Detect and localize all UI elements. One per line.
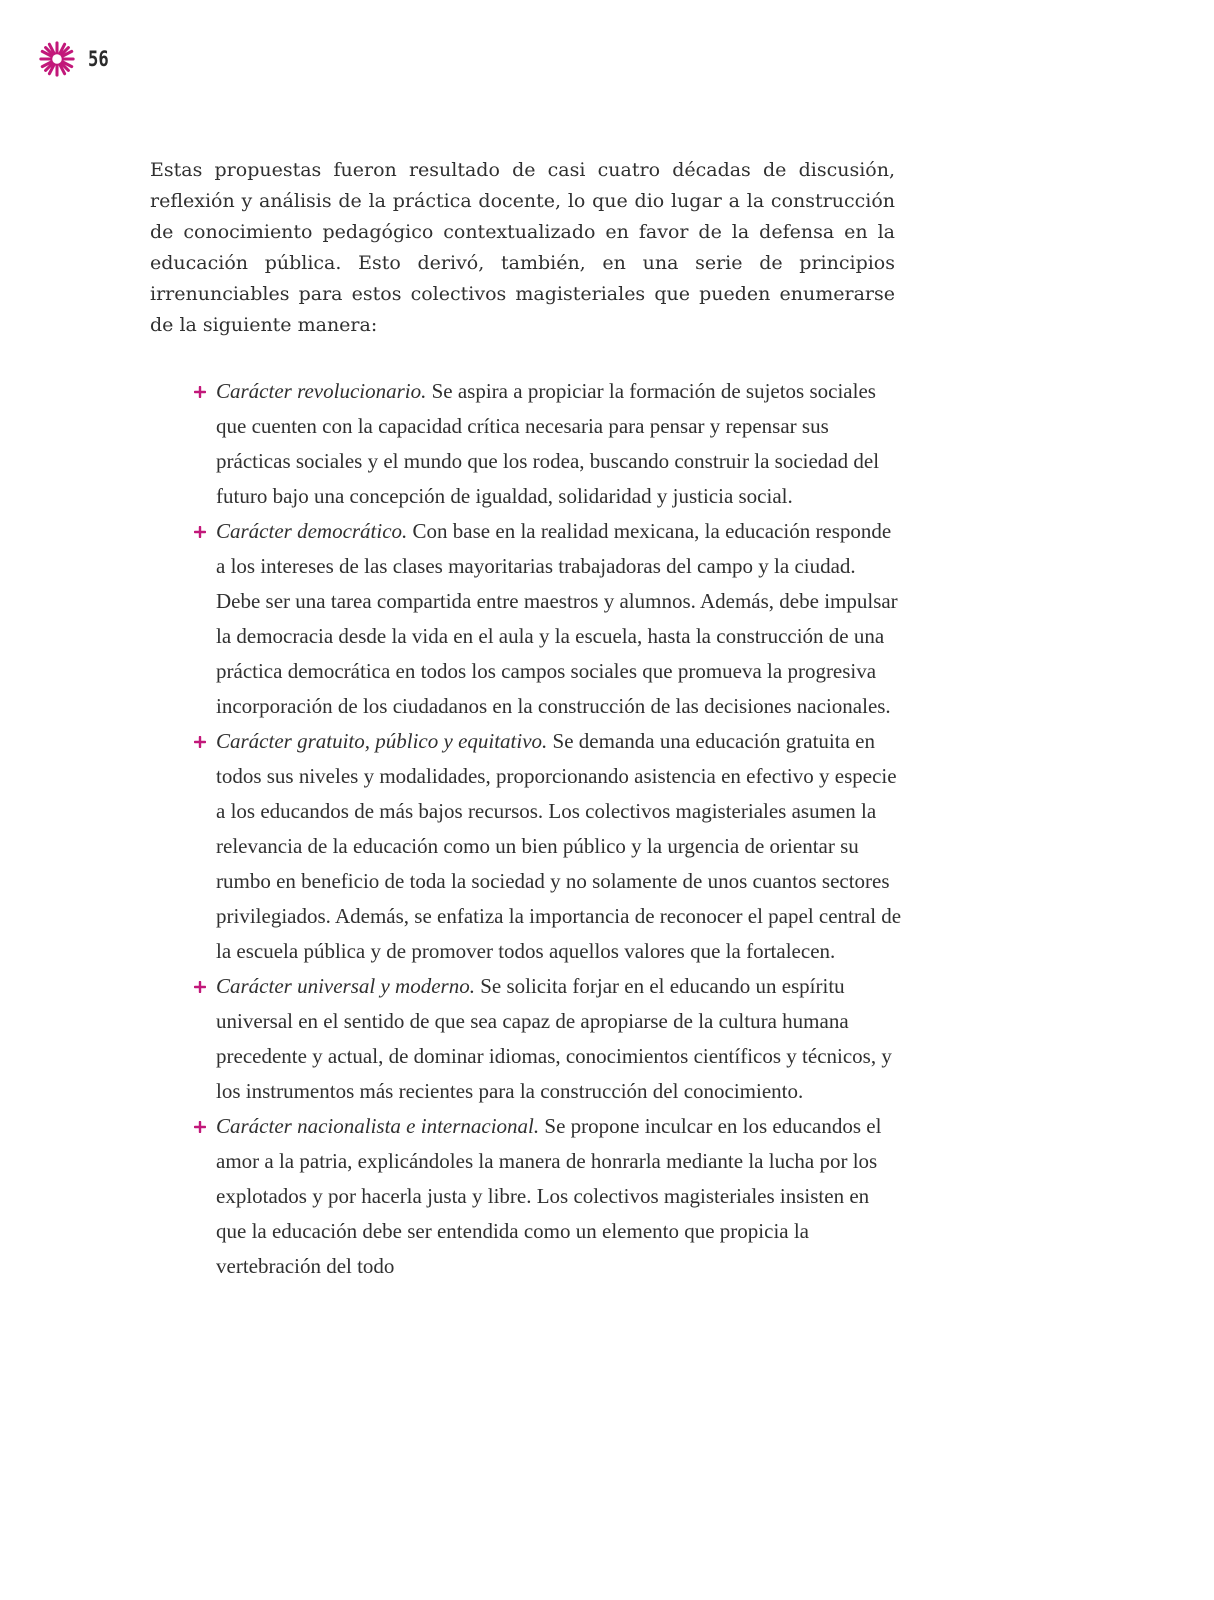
- list-item: [194, 969, 904, 1109]
- principle-text: Con base en la realidad mexicana, la educación responde a los intereses de las clases mayoritarias trabajadoras del campo y la ciudad. Debe ser una tarea compartida entre maestros y alumnos. Además, debe impulsar la democracia desde la vida en el aula y la escuela, hasta la construcción de una práctica democrática en todos los campos sociales que promueva la progresiva incorporación de los ciudadanos en la construcción de las decisiones nacionales.: [216, 519, 898, 718]
- plus-bullet-icon: [194, 736, 206, 748]
- principle-title: Carácter universal y moderno.: [216, 974, 475, 998]
- plus-bullet-icon: [194, 981, 206, 993]
- plus-bullet-icon: [194, 1121, 206, 1133]
- principle-text: Se aspira a propiciar la formación de sujetos sociales que cuenten con la capacidad crítica necesaria para pensar y repensar sus prácticas sociales y el mundo que los rodea, buscando construir la sociedad del futuro bajo una concepción de igualdad, solidaridad y justicia social.: [216, 379, 880, 508]
- plus-bullet-icon: [194, 526, 206, 538]
- principle-title: Carácter gratuito, público y equitativo.: [216, 729, 548, 753]
- page-header: [38, 40, 113, 78]
- list-item: [194, 514, 904, 724]
- principle-text: Se solicita forjar en el educando un espíritu universal en el sentido de que sea capaz de apropiarse de la cultura humana precedente y actual, de dominar idiomas, conocimientos científicos y técnicos, y los instrumentos más recientes para la construcción del conocimiento.: [216, 974, 892, 1103]
- list-item: [194, 724, 904, 969]
- principle-title: Carácter democrático.: [216, 519, 408, 543]
- plus-bullet-icon: [194, 386, 206, 398]
- principle-title: Carácter nacionalista e internacional.: [216, 1114, 540, 1138]
- asterisk-icon: [38, 40, 76, 78]
- intro-paragraph: Estas propuestas fueron resultado de casi cuatro décadas de discusión, reflexión y análisis de la práctica docente, lo que dio lugar a la construcción de conocimiento pedagógico contextualizado en favor de la defensa en la educación pública. Esto derivó, también, en una serie de principios irrenunciables para estos colectivos magisteriales que pueden enumerarse de la siguiente manera:: [150, 159, 895, 336]
- principle-text: Se propone inculcar en los educandos el amor a la patria, explicándoles la manera de honrarla mediante la lucha por los explotados y por hacerla justa y libre. Los colectivos magisteriales insisten en que la educación debe ser entendida como un elemento que propicia la vertebración del todo: [216, 1114, 882, 1278]
- principle-text: Se demanda una educación gratuita en todos sus niveles y modalidades, proporcionando asistencia en efectivo y especie a los educandos de más bajos recursos. Los colectivos magisteriales asumen la relevancia de la educación como un bien público y la urgencia de orientar su rumbo en beneficio de toda la sociedad y no solamente de unos cuantos sectores privilegiados. Además, se enfatiza la importancia de reconocer el papel central de la escuela pública y de promover todos aquellos valores que la fortalecen.: [216, 729, 902, 963]
- page-number: 56: [88, 47, 109, 71]
- list-item: [194, 374, 904, 514]
- principle-title: Carácter revolucionario.: [216, 379, 427, 403]
- principles-list: [194, 374, 904, 1284]
- list-item: [194, 1109, 904, 1284]
